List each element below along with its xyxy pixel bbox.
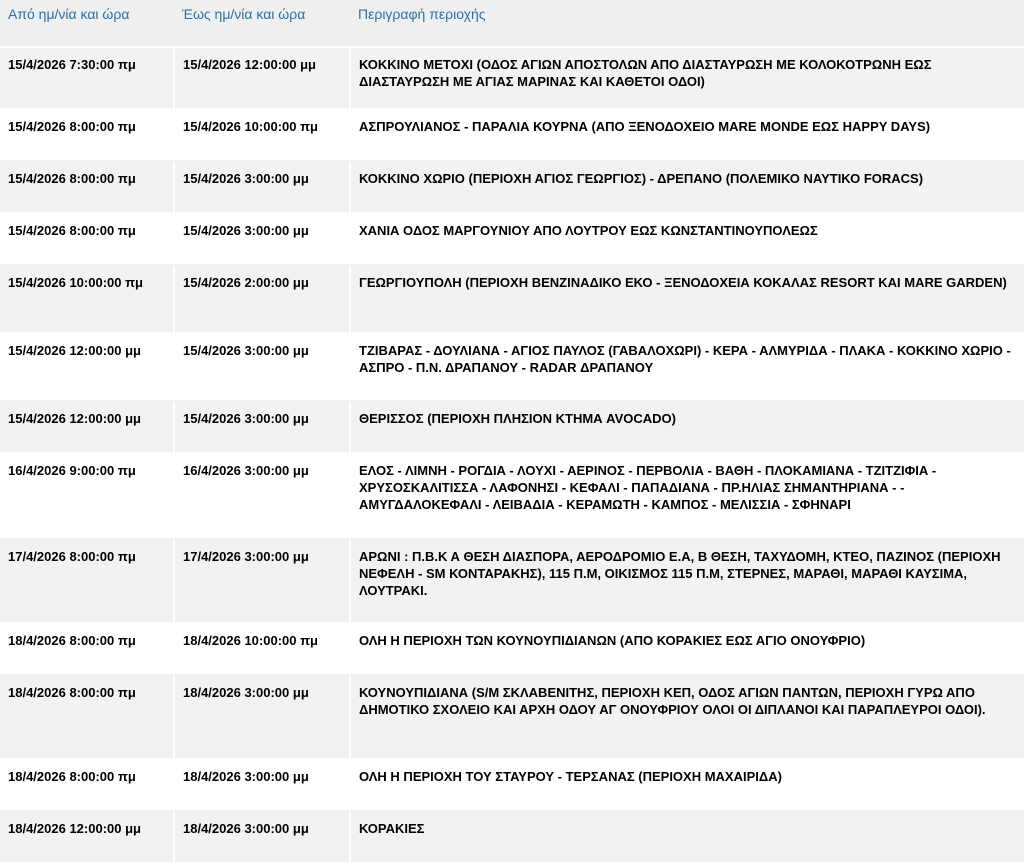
table-row [0, 265, 1024, 333]
cell-description: ΑΡΩΝΙ : Π.Β.Κ Α ΘΕΣΗ ΔΙΑΣΠΟΡΑ, ΑΕΡΟΔΡΟΜΙΟ Ε.Α, Β ΘΕΣΗ, ΤΑΧΥΔΟΜΗ, ΚΤΕΟ, ΠΑΖΙΝΟΣ (ΠΕΡΙΟΧΗ ΝΕΦΕΛΗ - SM ΚΟΝΤΑΡΑΚΗΣ), 115 Π.Μ, ΟΙΚΙΣΜΟΣ 115 Π.Μ, ΣΤΕΡΝΕΣ, ΜΑΡΑΘΙ, ΜΑΡΑΘΙ ΚΑΥΣΙΜΑ, ΛΟΥΤΡΑΚΙ. [350, 539, 1024, 623]
table-header [0, 0, 1024, 47]
table-row [0, 213, 1024, 265]
cell-from: 15/4/2026 12:00:00 μμ [0, 333, 174, 401]
header-row [0, 0, 1024, 47]
cell-from: 18/4/2026 8:00:00 πμ [0, 759, 174, 811]
cell-to: 17/4/2026 3:00:00 μμ [174, 539, 350, 623]
cell-description: ΧΑΝΙΑ ΟΔΟΣ ΜΑΡΓΟΥΝΙΟΥ ΑΠΟ ΛΟΥΤΡΟΥ ΕΩΣ ΚΩΝΣΤΑΝΤΙΝΟΥΠΟΛΕΩΣ [350, 213, 1024, 265]
cell-description: ΚΟΚΚΙΝΟ ΜΕΤΟΧΙ (ΟΔΟΣ ΑΓΙΩΝ ΑΠΟΣΤΟΛΩΝ ΑΠΟ ΔΙΑΣΤΑΥΡΩΣΗ ΜΕ ΚΟΛΟΚΟΤΡΩΝΗ ΕΩΣ ΔΙΑΣΤΑΥΡΩΣΗ ΜΕ ΑΓΙΑΣ ΜΑΡΙΝΑΣ ΚΑΙ ΚΑΘΕΤΟΙ ΟΔΟΙ) [350, 47, 1024, 109]
table-row [0, 47, 1024, 109]
cell-from: 15/4/2026 7:30:00 πμ [0, 47, 174, 109]
table-row [0, 401, 1024, 453]
cell-description: ΤΖΙΒΑΡΑΣ - ΔΟΥΛΙΑΝΑ - ΑΓΙΟΣ ΠΑΥΛΟΣ (ΓΑΒΑΛΟΧΩΡΙ) - ΚΕΡΑ - ΑΛΜΥΡΙΔΑ - ΠΛΑΚΑ - ΚΟΚΚΙΝΟ ΧΩΡΙΟ - ΑΣΠΡΟ - Π.Ν. ΔΡΑΠΑΝΟΥ - RADAR ΔΡΑΠΑΝΟΥ [350, 333, 1024, 401]
table-row [0, 109, 1024, 161]
table-row [0, 453, 1024, 539]
cell-from: 18/4/2026 12:00:00 μμ [0, 811, 174, 863]
cell-description: ΘΕΡΙΣΣΟΣ (ΠΕΡΙΟΧΗ ΠΛΗΣΙΟΝ ΚΤΗΜΑ AVOCADO) [350, 401, 1024, 453]
cell-description: ΓΕΩΡΓΙΟΥΠΟΛΗ (ΠΕΡΙΟΧΗ ΒΕΝΖΙΝΑΔΙΚΟ ΕΚΟ - ΞΕΝΟΔΟΧΕΙΑ ΚΟΚΑΛΑΣ RESORT ΚΑΙ MARE GARDEN) [350, 265, 1024, 333]
cell-to: 16/4/2026 3:00:00 μμ [174, 453, 350, 539]
cell-to: 15/4/2026 3:00:00 μμ [174, 333, 350, 401]
cell-description: ΟΛΗ Η ΠΕΡΙΟΧΗ ΤΟΥ ΣΤΑΥΡΟΥ - ΤΕΡΣΑΝΑΣ (ΠΕΡΙΟΧΗ ΜΑΧΑΙΡΙΔΑ) [350, 759, 1024, 811]
table-row [0, 759, 1024, 811]
cell-to: 15/4/2026 3:00:00 μμ [174, 213, 350, 265]
cell-description: ΟΛΗ Η ΠΕΡΙΟΧΗ ΤΩΝ ΚΟΥΝΟΥΠΙΔΙΑΝΩΝ (ΑΠΟ ΚΟΡΑΚΙΕΣ ΕΩΣ ΑΓΙΟ ΟΝΟΥΦΡΙΟ) [350, 623, 1024, 675]
cell-from: 15/4/2026 8:00:00 πμ [0, 161, 174, 213]
header-to[interactable]: Έως ημ/νία και ώρα [174, 0, 350, 47]
table-row [0, 539, 1024, 623]
cell-to: 18/4/2026 10:00:00 πμ [174, 623, 350, 675]
cell-from: 15/4/2026 8:00:00 πμ [0, 213, 174, 265]
header-from[interactable]: Από ημ/νία και ώρα [0, 0, 174, 47]
cell-from: 17/4/2026 8:00:00 πμ [0, 539, 174, 623]
header-description[interactable]: Περιγραφή περιοχής [350, 0, 1024, 47]
cell-description: ΚΟΡΑΚΙΕΣ [350, 811, 1024, 863]
cell-to: 15/4/2026 3:00:00 μμ [174, 401, 350, 453]
cell-description: ΚΟΥΝΟΥΠΙΔΙΑΝΑ (S/M ΣΚΛΑΒΕΝΙΤΗΣ, ΠΕΡΙΟΧΗ ΚΕΠ, ΟΔΟΣ ΑΓΙΩΝ ΠΑΝΤΩΝ, ΠΕΡΙΟΧΗ ΓΥΡΩ ΑΠΟ ΔΗΜΟΤΙΚΟ ΣΧΟΛΕΙΟ ΚΑΙ ΑΡΧΗ ΟΔΟΥ ΑΓ ΟΝΟΥΦΡΙΟΥ ΟΛΟΙ ΟΙ ΔΙΠΛΑΝΟΙ ΚΑΙ ΠΑΡΑΠΛΕΥΡΟΙ ΟΔΟΙ). [350, 675, 1024, 759]
table-row [0, 333, 1024, 401]
cell-description: ΑΣΠΡΟΥΛΙΑΝΟΣ - ΠΑΡΑΛΙΑ ΚΟΥΡΝΑ (ΑΠΟ ΞΕΝΟΔΟΧΕΙΟ MARE MONDE ΕΩΣ HAPPY DAYS) [350, 109, 1024, 161]
cell-to: 18/4/2026 3:00:00 μμ [174, 811, 350, 863]
cell-from: 18/4/2026 8:00:00 πμ [0, 623, 174, 675]
table-row [0, 161, 1024, 213]
cell-from: 15/4/2026 10:00:00 πμ [0, 265, 174, 333]
table-row [0, 623, 1024, 675]
cell-to: 15/4/2026 10:00:00 πμ [174, 109, 350, 161]
cell-from: 15/4/2026 8:00:00 πμ [0, 109, 174, 161]
cell-to: 15/4/2026 3:00:00 μμ [174, 161, 350, 213]
cell-from: 16/4/2026 9:00:00 πμ [0, 453, 174, 539]
cell-from: 18/4/2026 8:00:00 πμ [0, 675, 174, 759]
cell-to: 15/4/2026 2:00:00 μμ [174, 265, 350, 333]
cell-description: ΚΟΚΚΙΝΟ ΧΩΡΙΟ (ΠΕΡΙΟΧΗ ΑΓΙΟΣ ΓΕΩΡΓΙΟΣ) - ΔΡΕΠΑΝΟ (ΠΟΛΕΜΙΚΟ ΝΑΥΤΙΚΟ FORACS) [350, 161, 1024, 213]
cell-to: 18/4/2026 3:00:00 μμ [174, 759, 350, 811]
cell-to: 18/4/2026 3:00:00 μμ [174, 675, 350, 759]
cell-description: ΕΛΟΣ - ΛΙΜΝΗ - ΡΟΓΔΙΑ - ΛΟΥΧΙ - ΑΕΡΙΝΟΣ - ΠΕΡΒΟΛΙΑ - ΒΑΘΗ - ΠΛΟΚΑΜΙΑΝΑ - ΤΖΙΤΖΙΦΙΑ - ΧΡΥΣΟΣΚΑΛΙΤΙΣΣΑ - ΛΑΦΟΝΗΣΙ - ΚΕΦΑΛΙ - ΠΑΠΑΔΙΑΝΑ - ΠΡ.ΗΛΙΑΣ ΣΗΜΑΝΤΗΡΙΑΝΑ - - ΑΜΥΓΔΑΛΟΚΕΦΑΛΙ - ΛΕΙΒΑΔΙΑ - ΚΕΡΑΜΩΤΗ - ΚΑΜΠΟΣ - ΜΕΛΙΣΣΙΑ - ΣΦΗΝΑΡΙ [350, 453, 1024, 539]
cell-to: 15/4/2026 12:00:00 μμ [174, 47, 350, 109]
cell-from: 15/4/2026 12:00:00 μμ [0, 401, 174, 453]
table-row [0, 811, 1024, 863]
table-row [0, 675, 1024, 759]
table-body [0, 47, 1024, 863]
